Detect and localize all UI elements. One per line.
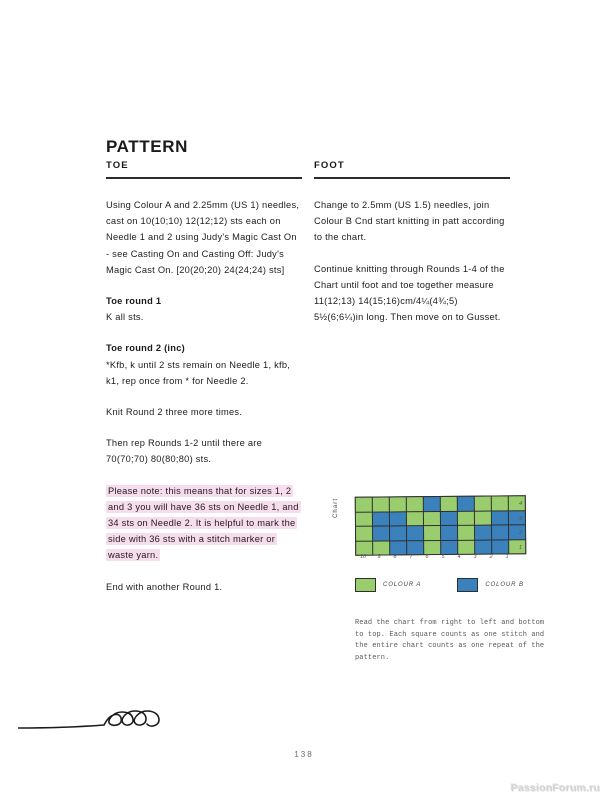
chart-column-number: 2 bbox=[489, 554, 493, 560]
chart-cell bbox=[441, 511, 457, 525]
chart-cell bbox=[509, 540, 525, 554]
foot-intro-paragraph: Change to 2.5mm (US 1.5) needles, join Colour B Cnd start knitting in patt according to the chart. bbox=[314, 200, 505, 243]
chart-cell bbox=[356, 527, 372, 541]
chart-row-number: 2 bbox=[519, 530, 523, 536]
chart-cell bbox=[492, 496, 508, 510]
chart-cell bbox=[373, 526, 389, 540]
legend-swatch-colour-a bbox=[355, 578, 376, 592]
chart-cell bbox=[475, 540, 491, 554]
chart-cell bbox=[356, 512, 372, 526]
chart-column-number: 1 bbox=[505, 554, 509, 560]
chart-cell bbox=[390, 497, 406, 511]
chart-cell bbox=[373, 497, 389, 511]
highlighted-note bbox=[106, 483, 302, 564]
section-heading-foot: FOOT bbox=[314, 160, 345, 171]
chart-cell bbox=[509, 525, 525, 539]
chart-cell bbox=[441, 526, 457, 540]
chart-row-number: 4 bbox=[519, 501, 523, 507]
chart-column-number: 3 bbox=[473, 554, 477, 560]
column-foot bbox=[314, 160, 510, 340]
chart-cell bbox=[390, 512, 406, 526]
chart-cell bbox=[356, 498, 372, 512]
chart-column-number: 9 bbox=[377, 554, 381, 560]
highlighted-note-text: Please note: this means that for sizes 1, 2 and 3 you will have 36 sts on Needle 1, and 34 sts on Needle 2. It is helpful to mark the side with 36 sts with a stitch marker or waste yarn. bbox=[108, 485, 299, 561]
legend-label-colour-a: COLOUR A bbox=[383, 582, 422, 588]
chart-cell bbox=[475, 511, 491, 525]
page-title: PATTERN bbox=[106, 137, 188, 157]
end-round-instruction: End with another Round 1. bbox=[106, 581, 223, 592]
chart-cell bbox=[509, 511, 525, 525]
chart-cell bbox=[458, 497, 474, 511]
legend-item-colour-b bbox=[457, 578, 524, 592]
chart-cell bbox=[407, 541, 423, 555]
page-number: 138 bbox=[294, 750, 314, 759]
chart-cell bbox=[492, 511, 508, 525]
toe-round-1-instruction: K all sts. bbox=[106, 312, 144, 323]
chart-cell bbox=[441, 497, 457, 511]
foot-measure-paragraph: Continue knitting through Rounds 1-4 of the Chart until foot and toe together measure 11(12;13) 14(15;16)cm/4¼(4¾;5) 5½(6;6¼)in long. Then move on to Gusset. bbox=[314, 263, 505, 323]
chart-column-number: 8 bbox=[393, 554, 397, 560]
chart-column-number: 6 bbox=[425, 554, 429, 560]
chart-cell bbox=[441, 540, 457, 554]
column-toe bbox=[106, 160, 302, 610]
chart-row-numbers bbox=[519, 497, 522, 555]
chart-grid bbox=[355, 495, 527, 555]
section-rule-foot bbox=[314, 177, 510, 179]
section-heading-toe: TOE bbox=[106, 160, 129, 171]
chart-cell bbox=[424, 497, 440, 511]
chart-cell bbox=[458, 526, 474, 540]
legend-item-colour-a bbox=[355, 578, 421, 592]
chart-cell bbox=[475, 497, 491, 511]
chart-cell bbox=[492, 540, 508, 554]
chart-cell bbox=[509, 496, 525, 510]
chart-cell bbox=[390, 526, 406, 540]
watermark: PassionForum.ru bbox=[510, 782, 600, 794]
chart-cell bbox=[475, 526, 491, 540]
chart-cell bbox=[424, 526, 440, 540]
legend-label-colour-b: COLOUR B bbox=[485, 582, 524, 588]
decorative-loop-doodle bbox=[18, 702, 178, 743]
chart-cell bbox=[424, 512, 440, 526]
chart-cell bbox=[458, 540, 474, 554]
chart-cell bbox=[424, 541, 440, 555]
toe-intro-paragraph: Using Colour A and 2.25mm (US 1) needles, cast on 10(10;10) 12(12;12) sts each on Needle 1 and 2 using Judy's Magic Cast On - see Casting On and Casting Off: Judy's Magic Cast On. [20(20;20) 24(24;24) sts] bbox=[106, 200, 300, 275]
chart-cell bbox=[356, 541, 372, 555]
chart-column-number: 7 bbox=[409, 554, 413, 560]
chart-cell bbox=[407, 512, 423, 526]
legend-swatch-colour-b bbox=[457, 578, 478, 592]
section-rule-toe bbox=[106, 177, 302, 179]
chart-cell bbox=[373, 541, 389, 555]
chart-cell bbox=[373, 512, 389, 526]
chart-column-number: 10 bbox=[359, 554, 367, 560]
chart-column-numbers bbox=[355, 554, 515, 560]
chart-column-number: 4 bbox=[457, 554, 461, 560]
chart-cell bbox=[407, 526, 423, 540]
chart-cell bbox=[407, 497, 423, 511]
chart-axis-label: Chart bbox=[333, 497, 339, 518]
chart-column-number: 5 bbox=[441, 554, 445, 560]
chart-cell bbox=[390, 541, 406, 555]
toe-round-2-subhead: Toe round 2 (inc) bbox=[106, 343, 185, 354]
toe-round-2-instruction: *Kfb, k until 2 sts remain on Needle 1, kfb, k1, rep once from * for Needle 2. bbox=[106, 359, 291, 386]
knit-round-repeat-instruction: Knit Round 2 three more times. bbox=[106, 407, 243, 418]
chart-cell bbox=[458, 511, 474, 525]
rounds-repeat-instruction: Then rep Rounds 1-2 until there are 70(70;70) 80(80;80) sts. bbox=[106, 438, 263, 465]
chart-row-number: 3 bbox=[519, 515, 523, 522]
chart-cell bbox=[492, 525, 508, 539]
chart-legend bbox=[355, 578, 524, 592]
chart-row-number: 1 bbox=[519, 544, 523, 551]
toe-round-1-subhead: Toe round 1 bbox=[106, 296, 162, 307]
chart-caption: Read the chart from right to left and bottom to top. Each square counts as one stitch and the entire chart counts as one repeat of the pattern. bbox=[355, 619, 545, 662]
